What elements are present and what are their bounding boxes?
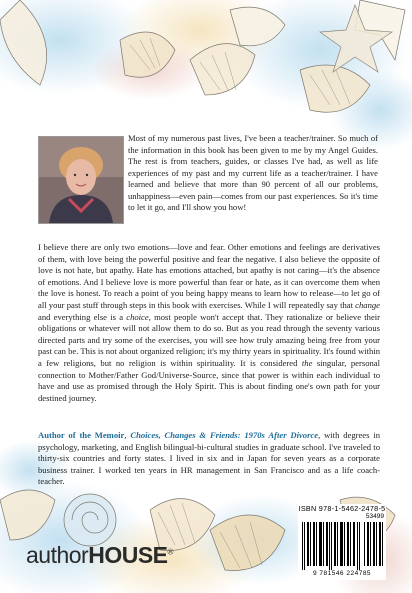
barcode-number: 9 781546 224785	[312, 570, 372, 577]
description-paragraph	[38, 242, 380, 404]
logo-registered: ®	[167, 547, 173, 557]
author-comma: ,	[124, 430, 131, 440]
emphasis-choice: choice	[126, 311, 149, 322]
logo-text-light: author	[26, 542, 89, 568]
barcode-main-icon	[302, 522, 362, 570]
emphasis-change: change	[355, 299, 380, 310]
description-text-1: I believe there are only two emotions—love and fear. Other emotions and feelings are derivatives of them, with love being the powerful positive and fear the negative. I also believe the opposite of love is not hate, but apathy. Hate has emotions attached, but apathy is not caring—it's the absence of emotions. And I believe love is more powerful than fear or hate, as it can overcome them when the love is honest. To reach a point of you being happy means to learn how to release—to let go of all your past stuff through steps in this book with exercises. While I will repeatedly say that	[38, 242, 380, 310]
author-bio-text: , with degrees in psychology, marketing, and English bilingual-bi-cultural studies in graduate school. I've traveled to thirty-six countries and forty states. I lived in six and in Japan for seven years as a corporate business trainer. I worked ten years in HR management in San Francisco and as a life coach-teacher.	[38, 430, 380, 487]
author-portrait-icon	[39, 137, 123, 223]
price-code: 53499	[365, 513, 384, 520]
author-label: Author of the Memoir	[38, 430, 125, 440]
emphasis-the: the	[301, 357, 313, 368]
description-text-4: singular, personal connection to Mother/Father God/Universe-Source, since that power is within each individual to have and use as promised through the Holy Spirit. This is about finding one's own path for your destined journey.	[38, 357, 381, 403]
description-text-3: , most people won't accept that. They rationalize or believe their obligations or whatever will not allow them to do so. But as you read through the seventy various directed parts and try some of the exercises, you will see how truly amazing being free from your past can be. This is not about organized religion; it's my thirty years in spirituality. It's found within a few religions, but no religion is within spirituality. It is considered	[38, 311, 381, 368]
isbn-barcode	[298, 504, 386, 580]
intro-paragraph: Most of my numerous past lives, I've been a teacher/trainer. So much of the information in this book has been given to me by my Angel Guides. The rest is from teachers, guides, or classes I've had, as well as life experiences of my past and my current life as a teacher/trainer. I have learned and believe that more than 90 percent of all our problems, unhappiness—even pain—comes from our past experiences. So it's time to let it go, and I'll show you how!	[128, 133, 378, 212]
barcode-addon-icon	[364, 522, 384, 566]
memoir-title: Choices, Changes & Friends: 1970s After Divorce	[130, 430, 319, 440]
isbn-number: ISBN 978-1-5462-2478-5	[298, 504, 386, 513]
publisher-logo	[26, 542, 173, 569]
author-bio	[38, 430, 380, 488]
logo-text-bold: HOUSE	[88, 542, 168, 568]
author-photo	[38, 136, 124, 224]
description-text-2: and everything else is a	[38, 311, 127, 322]
